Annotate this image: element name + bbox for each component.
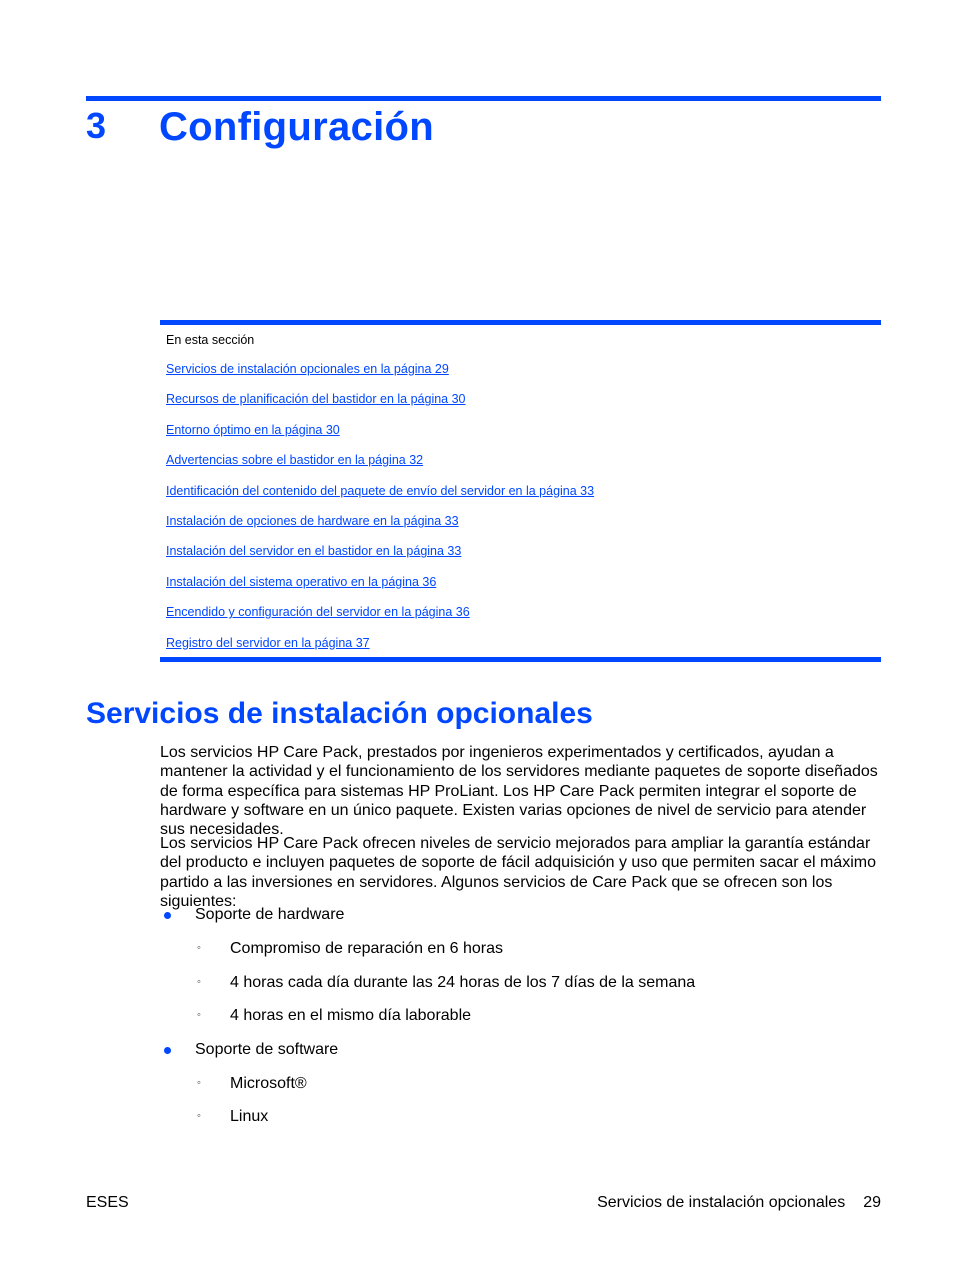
toc-link-advertencias-bastidor[interactable]: Advertencias sobre el bastidor en la página 32	[166, 453, 424, 468]
toc-item	[166, 513, 594, 543]
toc-link-sistema-operativo[interactable]: Instalación del sistema operativo en la página 36	[166, 574, 437, 589]
toc-item	[166, 604, 594, 634]
toc-item	[166, 391, 594, 421]
sub-bullet-icon: ◦	[197, 976, 201, 988]
toc-link-servidor-bastidor[interactable]: Instalación del servidor en el bastidor en la página 33	[166, 544, 462, 559]
toc-top-rule	[160, 320, 881, 325]
toc-link-registro-servidor[interactable]: Registro del servidor en la página 37	[166, 635, 370, 650]
bullet-software-support: Soporte de software	[195, 1041, 339, 1058]
page-number: 29	[863, 1194, 881, 1211]
sub-item-24x7: 4 horas cada día durante las 24 horas de los 7 días de la semana	[230, 974, 696, 991]
sub-item-same-day: 4 horas en el mismo día laborable	[230, 1007, 472, 1024]
footer-right	[597, 1193, 881, 1213]
intro-paragraph: Los servicios HP Care Pack, prestados por ingenieros experimentados y certificados, ayudan a mantener la actividad y el funcionamiento de los servidores mediante paquetes de soporte diseñados de forma específica para sistemas HP ProLiant. Los HP Care Pack permiten integrar el soporte de hardware y software en un único paquete. Existen varias opciones de nivel de servicio para atender sus necesidades.	[160, 744, 878, 839]
toc-label: En esta sección	[166, 333, 255, 347]
sub-bullet-icon: ◦	[197, 942, 201, 954]
toc-link-identificacion-contenido[interactable]: Identificación del contenido del paquete de envío del servidor en la página 33	[166, 483, 595, 498]
chapter-heading	[86, 100, 881, 156]
bullet-hardware-support: Soporte de hardware	[195, 906, 345, 923]
bullet-icon	[164, 1047, 171, 1054]
toc-item	[166, 483, 594, 513]
sub-bullet-icon: ◦	[197, 1009, 201, 1021]
sub-item-linux: Linux	[230, 1108, 269, 1125]
section-title: Servicios de instalación opcionales	[86, 697, 593, 730]
toc-item	[166, 452, 594, 482]
toc-link-opciones-hardware[interactable]: Instalación de opciones de hardware en la página 33	[166, 513, 459, 528]
sub-item-repair-6h: Compromiso de reparación en 6 horas	[230, 940, 504, 957]
footer-section-name: Servicios de instalación opcionales	[597, 1194, 846, 1211]
toc-link-encendido-configuracion[interactable]: Encendido y configuración del servidor en la página 36	[166, 605, 470, 620]
toc-item	[166, 361, 594, 391]
toc-bottom-rule	[160, 657, 881, 662]
toc-link-servicios-instalacion[interactable]: Servicios de instalación opcionales en la página 29	[166, 362, 449, 376]
toc-link-entorno-optimo[interactable]: Entorno óptimo en la página 30	[166, 422, 340, 437]
care-pack-paragraph: Los servicios HP Care Pack ofrecen niveles de servicio mejorados para ampliar la garantía estándar del producto e incluyen paquetes de soporte de fácil adquisición y uso que permiten sacar el máximo partido a las inversiones en servidores. Algunos servicios de Care Pack que se ofrecen son los siguientes:	[160, 835, 876, 910]
toc-list	[166, 361, 594, 665]
toc-link-recursos-planificacion[interactable]: Recursos de planificación del bastidor en la página 30	[166, 392, 466, 407]
sub-bullet-icon: ◦	[197, 1110, 201, 1122]
chapter-title: Configuración	[159, 105, 434, 149]
toc-item	[166, 422, 594, 452]
bullet-icon	[164, 912, 171, 919]
chapter-number: 3	[86, 105, 107, 146]
toc-item	[166, 543, 594, 573]
sub-item-microsoft: Microsoft®	[230, 1075, 307, 1092]
toc-item	[166, 574, 594, 604]
section-toc	[160, 320, 881, 664]
footer-locale: ESES	[86, 1194, 129, 1211]
sub-bullet-icon: ◦	[197, 1077, 201, 1089]
